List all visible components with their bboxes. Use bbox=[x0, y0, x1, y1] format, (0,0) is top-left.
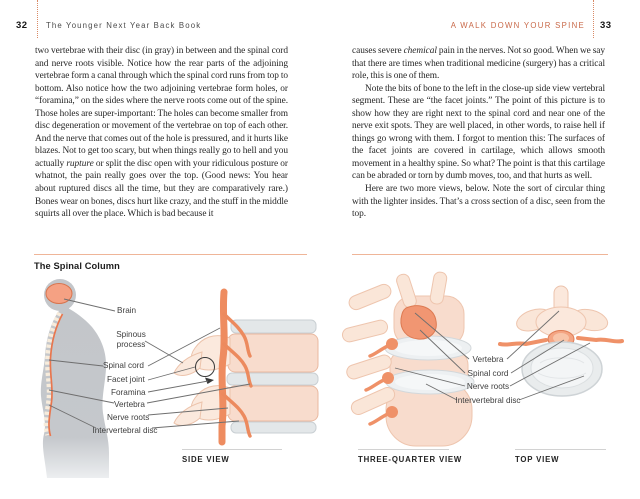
left-page-number: 32 bbox=[16, 20, 28, 31]
three-quarter-caption-line bbox=[358, 449, 449, 450]
right-page-number: 33 bbox=[600, 20, 612, 31]
top-view-drawing bbox=[500, 286, 622, 396]
left-figure-rule bbox=[34, 254, 307, 255]
left-header-divider bbox=[37, 0, 38, 38]
three-quarter-view-caption: THREE-QUARTER VIEW bbox=[358, 455, 463, 464]
left-body-text bbox=[35, 45, 288, 249]
left-body-italic: rupture bbox=[66, 158, 94, 169]
left-body-segment-1: two vertebrae with their disc (in gray) in between and the spinal cord and nerve roots visible. Notice how the rear parts of the adjoining vertebrae form a canal through which the spinal cord runs from top to bottom. Also notice how the two adjoining vertebrae form holes, or “foramina,” on the sides where the nerve roots come out of the spine. Those holes are super-important: The holes can become smaller from disc degeneration or movement of the vertebrae on top of each other. And the nerve that comes out of the hole is pressured, and it hurts like blazes. Not to get too scary, but when things really go to hell and you actually bbox=[35, 46, 288, 169]
label-vertebra-right: Vertebra bbox=[472, 355, 504, 364]
top-view-caption: TOP VIEW bbox=[515, 455, 560, 464]
label-vertebra: Vertebra bbox=[114, 400, 145, 409]
right-para1-segment-2: pain in the nerves. Not so good. When we say that there are times when traditional medicine (surgery) has a critical role, this is one of them. bbox=[352, 46, 605, 82]
brain-drawing bbox=[46, 284, 72, 304]
right-running-title: A WALK DOWN YOUR SPINE bbox=[450, 21, 585, 30]
body-silhouette-drawing bbox=[41, 279, 109, 478]
left-body-segment-2: or split the disc open with your ridiculous posture or whatnot, the pain really goes over the top. (Good news: You hear about ruptured discs all the time, but they are comparatively rare.) Bones wear on bones, discs hurt like crazy, and the stuff in the middle squirts all over the place. Which is bad because it bbox=[35, 158, 288, 220]
label-foramina: Foramina bbox=[111, 388, 146, 397]
label-spinous-process: Spinous process bbox=[116, 330, 146, 349]
right-para1-segment-1: causes severe bbox=[352, 46, 404, 56]
label-nerve-roots: Nerve roots bbox=[107, 413, 150, 422]
label-facet-joint: Facet joint bbox=[107, 375, 145, 384]
label-spinal-cord: Spinal cord bbox=[103, 361, 144, 370]
side-view-caption-line bbox=[182, 449, 282, 450]
right-para3: Here are two more views, below. Note the sort of circular thing with the lighter insides. That’s a cross section of a disc, seen from the top. bbox=[352, 184, 605, 220]
top-view-caption-line bbox=[515, 449, 606, 450]
label-spinal-cord-right: Spinal cord bbox=[467, 369, 509, 378]
three-quarter-view-drawing bbox=[341, 271, 474, 446]
left-running-title: The Younger Next Year Back Book bbox=[46, 21, 202, 30]
label-intervertebral-disc: Intervertebral disc bbox=[92, 426, 158, 435]
foramina-arrowhead bbox=[205, 378, 214, 385]
left-figure-heading: The Spinal Column bbox=[34, 261, 120, 271]
label-brain: Brain bbox=[117, 306, 137, 315]
right-body-text bbox=[352, 45, 605, 249]
right-para2: Note the bits of bone to the left in the close-up side view vertebral segment. These are “the facet joints.” The point of this picture is to show how they are right next to the spinal cord and near one of the nerve exit spots. They are well placed, in other words, to raise hell if things go wrong with them. I forgot to mention this: The surfaces of the facet joints are covered in cartilage, which allows smooth movement in a healthy spine. So what? The point is that this cartilage can be abraded or torn by dumb moves, too, and that hurts as well. bbox=[352, 83, 605, 182]
right-para1-italic: chemical bbox=[403, 46, 437, 56]
label-nerve-roots-right: Nerve roots bbox=[466, 382, 510, 391]
label-intervertebral-disc-right: Intervertebral disc bbox=[455, 396, 521, 405]
side-view-caption: SIDE VIEW bbox=[182, 455, 230, 464]
spinal-column-illustration bbox=[18, 278, 320, 478]
right-header-divider bbox=[593, 0, 594, 38]
side-view-closeup-drawing bbox=[174, 292, 318, 442]
right-figure-rule bbox=[352, 254, 608, 255]
